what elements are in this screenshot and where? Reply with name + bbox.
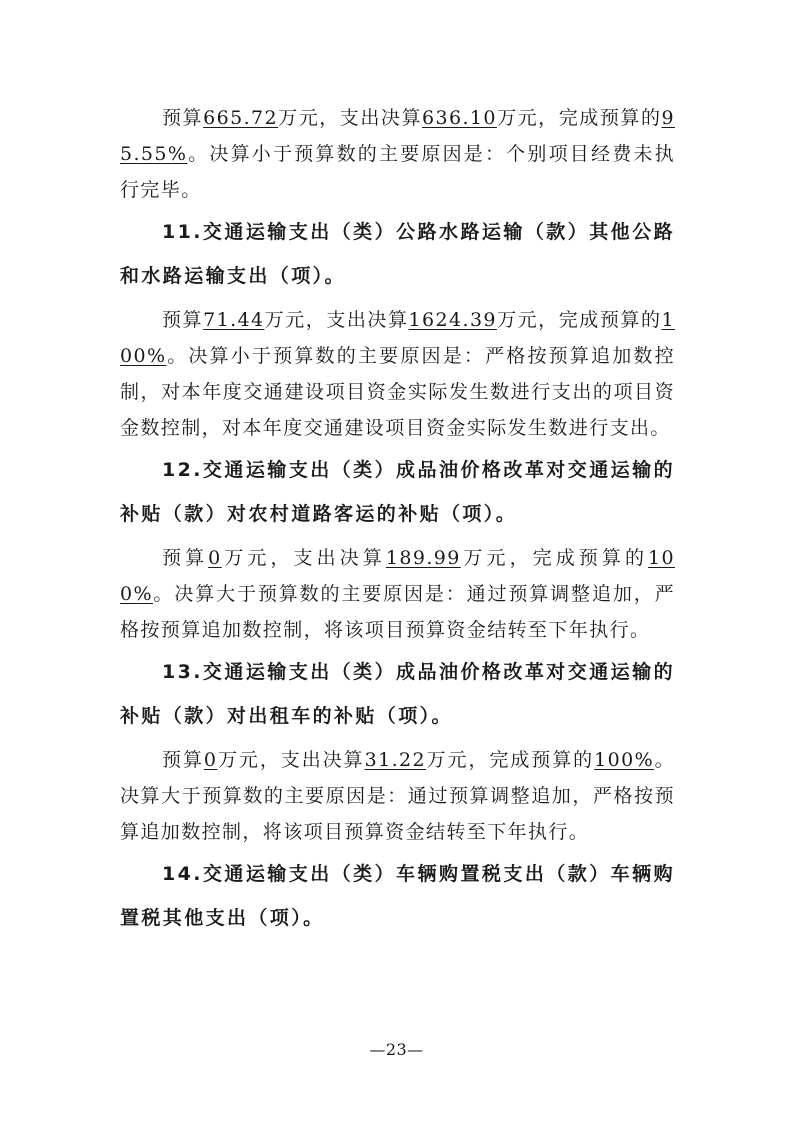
text: 预算 xyxy=(162,107,204,129)
final-account-value: 31.22 xyxy=(364,749,426,771)
final-account-value: 1624.39 xyxy=(408,309,497,331)
text: 万元，支出决算 xyxy=(278,107,423,129)
budget-value: 665.72 xyxy=(203,107,278,129)
budget-value: 0 xyxy=(203,749,218,771)
final-account-value: 636.10 xyxy=(422,107,497,129)
text: 预算 xyxy=(162,309,204,331)
paragraph-budget-3 xyxy=(120,540,675,648)
text: 预算 xyxy=(162,749,204,771)
text: 。决算小于预算数的主要原因是：严格按预算追加数控制，对本年度交通建设项目资金实际发生数进行支出的项目资金数控制，对本年度交通建设项目资金实际发生数进行支出。 xyxy=(120,345,675,439)
completion-rate: 95.55% xyxy=(120,107,675,165)
text: 万元，完成预算的 xyxy=(426,749,595,771)
section-heading-14: 14.交通运输支出（类）车辆购置税支出（款）车辆购置税其他支出（项）。 xyxy=(120,863,675,929)
text: 万元，完成预算的 xyxy=(496,107,662,129)
section-heading-12: 12.交通运输支出（类）成品油价格改革对交通运输的补贴（款）对农村道路客运的补贴（项）。 xyxy=(120,459,675,525)
document-body xyxy=(120,100,675,944)
page-number: —23— xyxy=(369,1040,424,1059)
completion-rate: 100% xyxy=(120,547,675,605)
text: 万元，完成预算的 xyxy=(460,547,649,569)
section-heading-13: 13.交通运输支出（类）成品油价格改革对交通运输的补贴（款）对出租车的补贴（项）。 xyxy=(120,661,675,727)
final-account-value: 189.99 xyxy=(385,547,461,569)
text: 万元，支出决算 xyxy=(221,547,386,569)
text: 万元，支出决算 xyxy=(264,309,409,331)
paragraph-budget-2 xyxy=(120,302,675,446)
paragraph-budget-4 xyxy=(120,742,675,850)
section-heading-11: 11.交通运输支出（类）公路水路运输（款）其他公路和水路运输支出（项）。 xyxy=(120,221,675,287)
text: 。决算小于预算数的主要原因是：个别项目经费未执行完毕。 xyxy=(120,143,675,201)
budget-value: 71.44 xyxy=(203,309,265,331)
budget-value: 0 xyxy=(208,547,222,569)
text: 万元，支出决算 xyxy=(217,749,365,771)
text: 万元，完成预算的 xyxy=(496,309,662,331)
completion-rate: 100% xyxy=(594,749,655,771)
text: 预算 xyxy=(162,547,209,569)
paragraph-budget-1 xyxy=(120,100,675,208)
completion-rate: 100% xyxy=(120,309,675,367)
text: 。决算大于预算数的主要原因是：通过预算调整追加，严格按预算追加数控制，将该项目预算资金结转至下年执行。 xyxy=(120,749,675,843)
text: 。决算大于预算数的主要原因是：通过预算调整追加，严格按预算追加数控制，将该项目预算资金结转至下年执行。 xyxy=(120,583,675,641)
